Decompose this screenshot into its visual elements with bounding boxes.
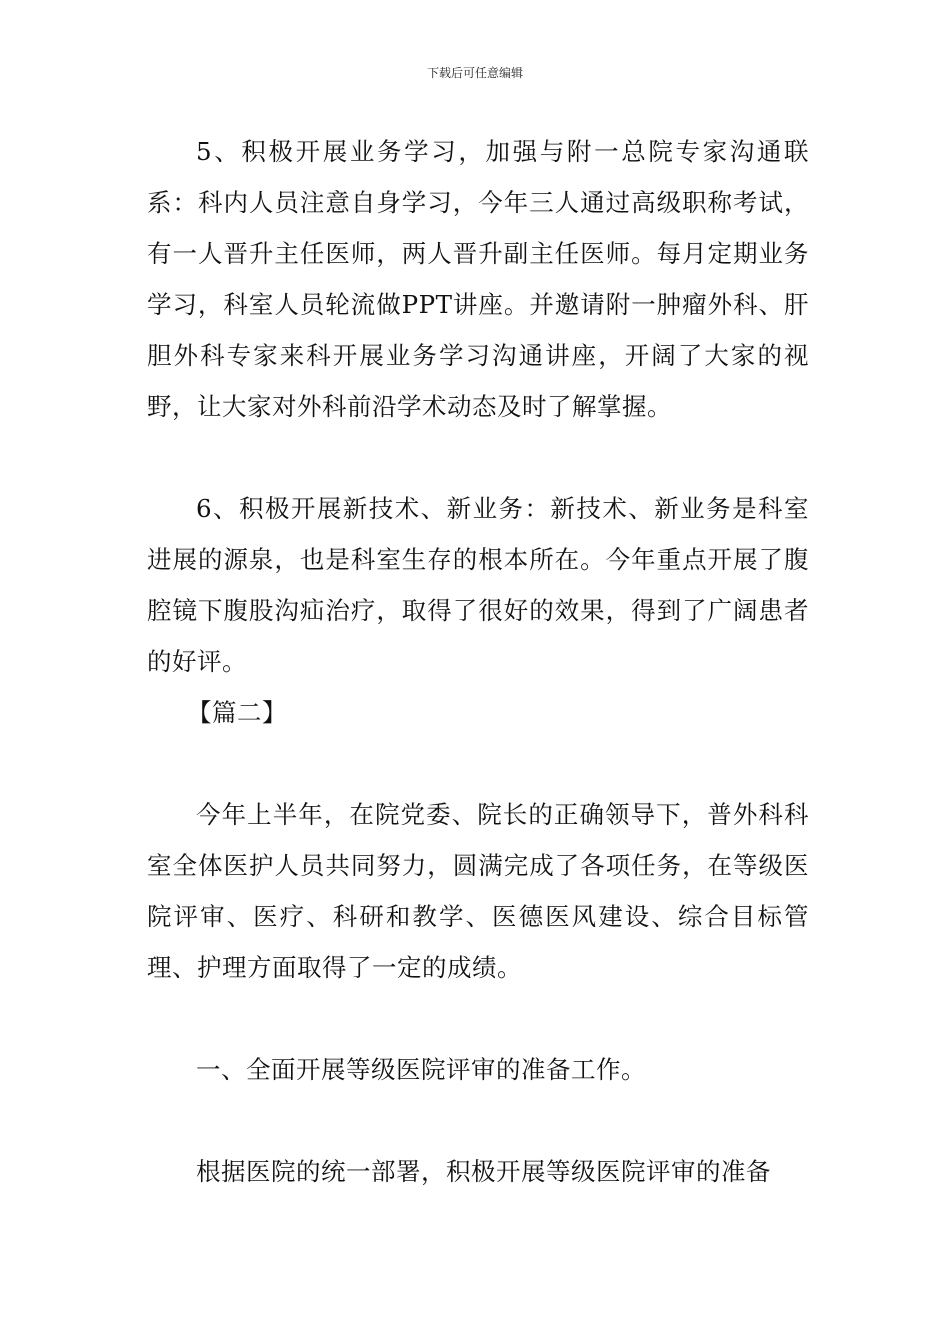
paragraph-item-6: 6、积极开展新技术、新业务：新技术、新业务是科室进展的源泉，也是科室生存的根本所在。今年重点开展了腹腔镜下腹股沟疝治疗，取得了很好的效果，得到了广阔患者的好评。 xyxy=(147,494,809,676)
paragraph-intro: 今年上半年，在院党委、院长的正确领导下，普外科科室全体医护人员共同努力，圆满完成了各项任务，在等级医院评审、医疗、科研和教学、医德医风建设、综合目标管理、护理方面取得了一定的成绩。 xyxy=(147,800,809,982)
item-1-title: 一、全面开展等级医院评审的准备工作。 xyxy=(196,1055,646,1084)
item-1-text: 根据医院的统一部署，积极开展等级医院评审的准备 xyxy=(196,1157,771,1186)
paragraph-item-5: 5、积极开展业务学习，加强与附一总院专家沟通联系：科内人员注意自身学习，今年三人通过高级职称考试，有一人晋升主任医师，两人晋升副主任医师。每月定期业务学习，科室人员轮流做PPT讲座。并邀请附一肿瘤外科、肝胆外科专家来科开展业务学习沟通讲座，开阔了大家的视野，让大家对外科前沿学术动态及时了解掌握。 xyxy=(147,137,809,421)
page-header-note: 下载后可任意编辑 xyxy=(426,66,523,80)
section-heading: 【篇二】 xyxy=(187,698,287,727)
document-body xyxy=(147,126,809,1197)
